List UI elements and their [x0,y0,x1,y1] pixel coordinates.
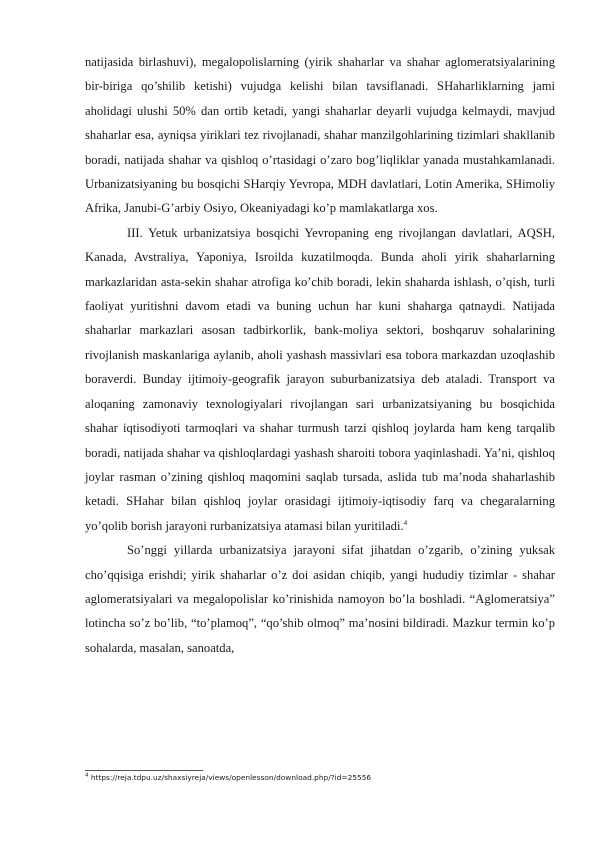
body-text [85,50,555,660]
paragraph-3 [85,538,555,660]
paragraph-3-text: So’nggi yillarda urbanizatsiya jarayoni sifat jihatdan o’zgarib, o’zining yuksak cho’qqisiga erishdi; yirik shaharlar o’z doi asidan chiqib, yangi hududiy tizimlar - shahar aglomeratsiyalari va megalopolislar ko’rinishida namoyon bo’la boshladi. “Aglomeratsiya” lotincha so’z bo’lib, “to’plamoq”, “qo’shib olmoq” ma’nosini bildiradi. Mazkur termin ko’p sohalarda, masalan, sanoatda, [85,543,555,655]
footnote [85,773,555,782]
footnote-number: 4 [85,772,89,779]
footnote-reference[interactable]: 4 [403,518,408,527]
footnote-link[interactable]: https://reja.tdpu.uz/shaxsiyreja/views/openlesson/download.php/?id=25556 [90,773,372,782]
paragraph-2 [85,221,555,538]
paragraph-2-text: III. Yetuk urbanizatsiya bosqichi Yevropaning eng rivojlangan davlatlari, AQSH, Kanada, Avstraliya, Yaponiya, Isroilda kuzatilmoqda. Bunda aholi yirik shaharlarning markazlaridan asta-sekin shahar atrofiga ko’chib boradi, lekin shaharda ishlash, o’qish, turli faoliyat yuritishni davom etadi va buning uchun har kuni shaharga qatnaydi. Natijada shaharlar markazlari asosan tadbirkorlik, bank-moliya sektori, boshqaruv sohalarining rivojlanish maskanlariga aylanib, aholi yashash massivlari esa tobora markazdan uzoqlashib boraverdi. Bunday ijtimoiy-geografik jarayon suburbanizatsiya deb ataladi. Transport va aloqaning zamonaviy texnologiyalari rivojlangan sari urbanizatsiyaning bu bosqichida shahar iqtisodiyoti tarmoqlari va shahar turmush tarzi qishloq joylarda ham keng tarqalib boradi, natijada shahar va qishloqlardagi yashash sharoiti tobora yaqinlashadi. Ya’ni, qishloq joylar rasman o’zining qishloq maqomini saqlab tursada, aslida tub ma’noda shaharlashib ketadi. SHahar bilan qishloq joylar orasidagi ijtimoiy-iqtisodiy farq va chegaralarning yo’qolib borish jarayoni rurbanizatsiya atamasi bilan yuritiladi. [85,225,555,533]
paragraph-1-text: natijasida birlashuvi), megalopolislarning (yirik shaharlar va shahar aglomeratsiyalarining bir-biriga qo’shilib ketishi) vujudga kelishi bilan tavsiflanadi. SHaharliklarning jami aholidagi ulushi 50% dan ortib ketadi, yangi shaharlar deyarli vujudga kelmaydi, mavjud shaharlar esa, ayniqsa yiriklari tez rivojlanadi, shahar manzilgohlarining tizimlari shakllanib boradi, natijada shahar va qishloq o’rtasidagi o’zaro bog’liqliklar yanada mustahkamlanadi. Urbanizatsiyaning bu bosqichi SHarqiy Yevropa, MDH davlatlari, Lotin Amerika, SHimoliy Afrika, Janubi-G’arbiy Osiyo, Okeaniyadagi ko’p mamlakatlarga xos. [85,55,555,216]
paragraph-1 [85,50,555,221]
footnote-divider [85,770,203,771]
